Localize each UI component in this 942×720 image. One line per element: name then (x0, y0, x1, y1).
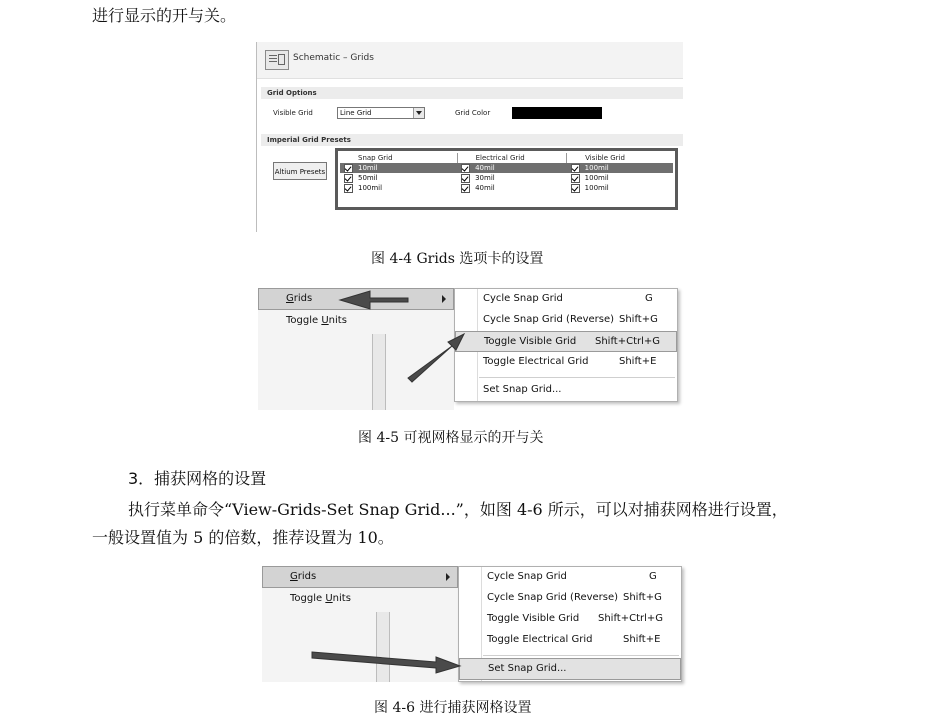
table-cell-value: 40mil (475, 184, 495, 192)
column-header-snap-grid: Snap Grid (340, 153, 457, 163)
table-cell-value: 10mil (358, 164, 378, 172)
table-cell-value: 100mil (584, 184, 609, 192)
annotation-arrows (260, 562, 684, 684)
table-cell-value: 30mil (475, 174, 495, 182)
paragraph-line-1: 执行菜单命令“View-Grids-Set Snap Grid...”，如图 4-6 所示，可以对捕获网格进行设置， (128, 500, 788, 519)
dialog-header (257, 42, 683, 79)
menu-toggle-electrical-grid[interactable]: Toggle Electrical Grid Shift+E (487, 634, 661, 645)
visible-grid-select[interactable] (337, 107, 425, 119)
checkbox-checked-icon[interactable] (461, 164, 470, 173)
menu-toggle-electrical-grid[interactable]: Toggle Electrical Grid Shift+E (483, 356, 657, 367)
menu-item-grids-label: Grids (290, 571, 317, 582)
table-cell-value: 100mil (584, 164, 609, 172)
table-cell-value: 100mil (584, 174, 609, 182)
annotation-arrows (256, 284, 686, 412)
checkbox-checked-icon[interactable] (571, 164, 580, 173)
table-row[interactable] (340, 163, 673, 173)
menu-toggle-visible-grid[interactable]: Toggle Visible Grid Shift+Ctrl+G (455, 331, 677, 352)
arrow-pointer-icon (312, 652, 460, 673)
menu-set-snap-grid[interactable]: Set Snap Grid... (459, 658, 681, 680)
dialog-title: Schematic – Grids (293, 53, 374, 63)
menu-item-grids-label: Grids (286, 293, 313, 304)
grid-color-swatch[interactable] (512, 107, 602, 119)
top-text-line: 进行显示的开与关。 (92, 6, 237, 25)
checkbox-checked-icon[interactable] (344, 184, 353, 193)
caption-figure-4-5: 图 4-5 可视网格显示的开与关 (358, 430, 544, 446)
paragraph-line-2: 一般设置值为 5 的倍数，推荐设置为 10。 (92, 528, 394, 547)
section-grid-options: Grid Options (261, 87, 683, 99)
chevron-down-icon[interactable] (413, 108, 424, 118)
menu-cycle-snap-grid-reverse[interactable]: Cycle Snap Grid (Reverse) Shift+G (483, 314, 658, 325)
menu-toggle-visible-grid[interactable]: Toggle Visible Grid Shift+Ctrl+G (487, 613, 664, 624)
caption-figure-4-4: 图 4-4 Grids 选项卡的设置 (371, 251, 544, 267)
schematic-document-icon (265, 50, 289, 70)
visible-grid-label: Visible Grid (273, 109, 313, 117)
table-cell-value: 100mil (358, 184, 383, 192)
checkbox-checked-icon[interactable] (571, 184, 580, 193)
menu-cycle-snap-grid-reverse[interactable]: Cycle Snap Grid (Reverse) Shift+G (487, 592, 662, 603)
arrow-pointer-icon (408, 334, 464, 382)
visible-grid-value: Line Grid (340, 109, 372, 117)
caption-figure-4-6: 图 4-6 进行捕获网格设置 (374, 700, 532, 716)
checkbox-checked-icon[interactable] (344, 164, 353, 173)
table-cell-value: 40mil (475, 164, 495, 172)
altium-presets-button[interactable]: Altium Presets (273, 162, 327, 180)
section-imperial-presets: Imperial Grid Presets (261, 134, 683, 146)
table-row[interactable] (340, 183, 673, 193)
grid-color-label: Grid Color (455, 109, 491, 117)
menu-cycle-snap-grid[interactable]: Cycle Snap Grid G (483, 293, 653, 304)
menu-item-toggle-units[interactable]: Toggle Units (286, 315, 347, 326)
menu-set-snap-grid[interactable]: Set Snap Grid... (483, 384, 562, 395)
checkbox-checked-icon[interactable] (344, 174, 353, 183)
column-header-electrical-grid: Electrical Grid (457, 153, 567, 163)
presets-table (340, 153, 673, 193)
menu-item-toggle-units[interactable]: Toggle Units (290, 593, 351, 604)
grids-dialog-figure (256, 42, 683, 232)
table-row[interactable] (340, 173, 673, 183)
checkbox-checked-icon[interactable] (461, 184, 470, 193)
column-header-visible-grid: Visible Grid (585, 154, 625, 162)
checkbox-checked-icon[interactable] (571, 174, 580, 183)
section-heading: 3．捕获网格的设置 (128, 469, 267, 488)
presets-table-frame (335, 148, 678, 210)
menu-cycle-snap-grid[interactable]: Cycle Snap Grid G (487, 571, 657, 582)
view-grids-menu-figure-45 (256, 284, 686, 412)
view-grids-menu-figure-46 (260, 562, 684, 684)
checkbox-checked-icon[interactable] (461, 174, 470, 183)
arrow-pointer-icon (340, 291, 408, 309)
table-cell-value: 50mil (358, 174, 378, 182)
